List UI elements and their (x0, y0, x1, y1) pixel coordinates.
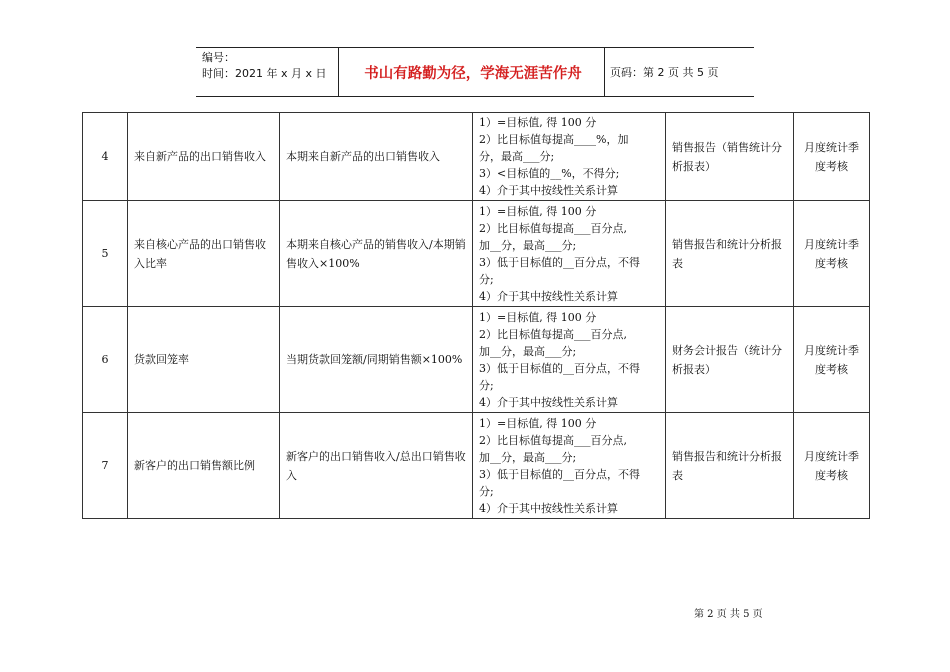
number-label: 编号： (202, 51, 235, 64)
header-meta (202, 50, 327, 82)
assessment-frequency: 月度统计季度考核 (794, 201, 870, 307)
time-label: 时间：2021 年 x 月 x 日 (202, 67, 327, 80)
criteria-line: 3）低于目标值的__百分点，不得 (479, 255, 640, 269)
criteria-line: 2）比目标值每提高___百分点, (479, 221, 627, 235)
criteria-line: 3）低于目标值的__百分点，不得 (479, 361, 640, 375)
indicator-formula: 新客户的出口销售收入/总出口销售收入 (280, 413, 473, 519)
criteria-line: 1）=目标值, 得 100 分 (479, 416, 597, 430)
indicator-formula: 当期货款回笼额/同期销售额×100% (280, 307, 473, 413)
table-row (83, 307, 870, 413)
row-number: 4 (83, 113, 128, 201)
data-source: 销售报告和统计分析报表 (666, 413, 794, 519)
header-page-code: 页码：第 2 页 共 5 页 (610, 66, 719, 79)
indicator-name: 新客户的出口销售额比例 (128, 413, 280, 519)
indicator-formula: 本期来自新产品的出口销售收入 (280, 113, 473, 201)
criteria-line: 加__分，最高___分; (479, 450, 577, 464)
criteria-line: 3）低于目标值的__百分点，不得 (479, 467, 640, 481)
criteria-line: 分; (479, 378, 494, 392)
criteria-line: 1）=目标值, 得 100 分 (479, 116, 597, 129)
page-header (196, 47, 754, 97)
assessment-frequency: 月度统计季度考核 (794, 307, 870, 413)
criteria-line: 4）介于其中按线性关系计算 (479, 289, 618, 303)
scoring-criteria (473, 307, 666, 413)
header-divider (604, 47, 605, 97)
criteria-line: 分; (479, 484, 494, 498)
scoring-criteria (473, 413, 666, 519)
criteria-line: 1）=目标值, 得 100 分 (479, 310, 597, 324)
criteria-line: 4）介于其中按线性关系计算 (479, 501, 618, 515)
indicator-name: 来自核心产品的出口销售收入比率 (128, 201, 280, 307)
data-source: 销售报告（销售统计分析报表） (666, 113, 794, 201)
criteria-line: 分; (479, 272, 494, 286)
scoring-criteria (473, 201, 666, 307)
header-motto: 书山有路勤为径，学海无涯苦作舟 (364, 65, 582, 82)
page-footer: 第 2 页 共 5 页 (694, 609, 763, 620)
indicator-name: 来自新产品的出口销售收入 (128, 113, 280, 201)
indicator-formula: 本期来自核心产品的销售收入/本期销售收入×100% (280, 201, 473, 307)
criteria-line: 2）比目标值每提高___百分点, (479, 433, 627, 447)
criteria-line: 2）比目标值每提高___百分点, (479, 327, 627, 341)
data-source: 财务会计报告（统计分析报表） (666, 307, 794, 413)
row-number: 7 (83, 413, 128, 519)
data-source: 销售报告和统计分析报表 (666, 201, 794, 307)
row-number: 6 (83, 307, 128, 413)
header-divider (338, 47, 339, 97)
table-row (83, 201, 870, 307)
criteria-line: 4）介于其中按线性关系计算 (479, 395, 618, 409)
table-row (83, 113, 870, 201)
criteria-line: 分，最高___分; (479, 150, 555, 163)
assessment-frequency: 月度统计季度考核 (794, 113, 870, 201)
row-number: 5 (83, 201, 128, 307)
indicator-name: 货款回笼率 (128, 307, 280, 413)
criteria-line: 3）<目标值的__%，不得分; (479, 167, 620, 180)
criteria-line: 加__分，最高___分; (479, 344, 577, 358)
criteria-line: 1）=目标值, 得 100 分 (479, 204, 597, 218)
assessment-frequency: 月度统计季度考核 (794, 413, 870, 519)
scoring-criteria (473, 113, 666, 201)
criteria-line: 4）介于其中按线性关系计算 (479, 184, 618, 197)
kpi-table (82, 112, 870, 519)
table-row (83, 413, 870, 519)
criteria-line: 2）比目标值每提高____%，加 (479, 133, 629, 146)
criteria-line: 加__分，最高___分; (479, 238, 577, 252)
